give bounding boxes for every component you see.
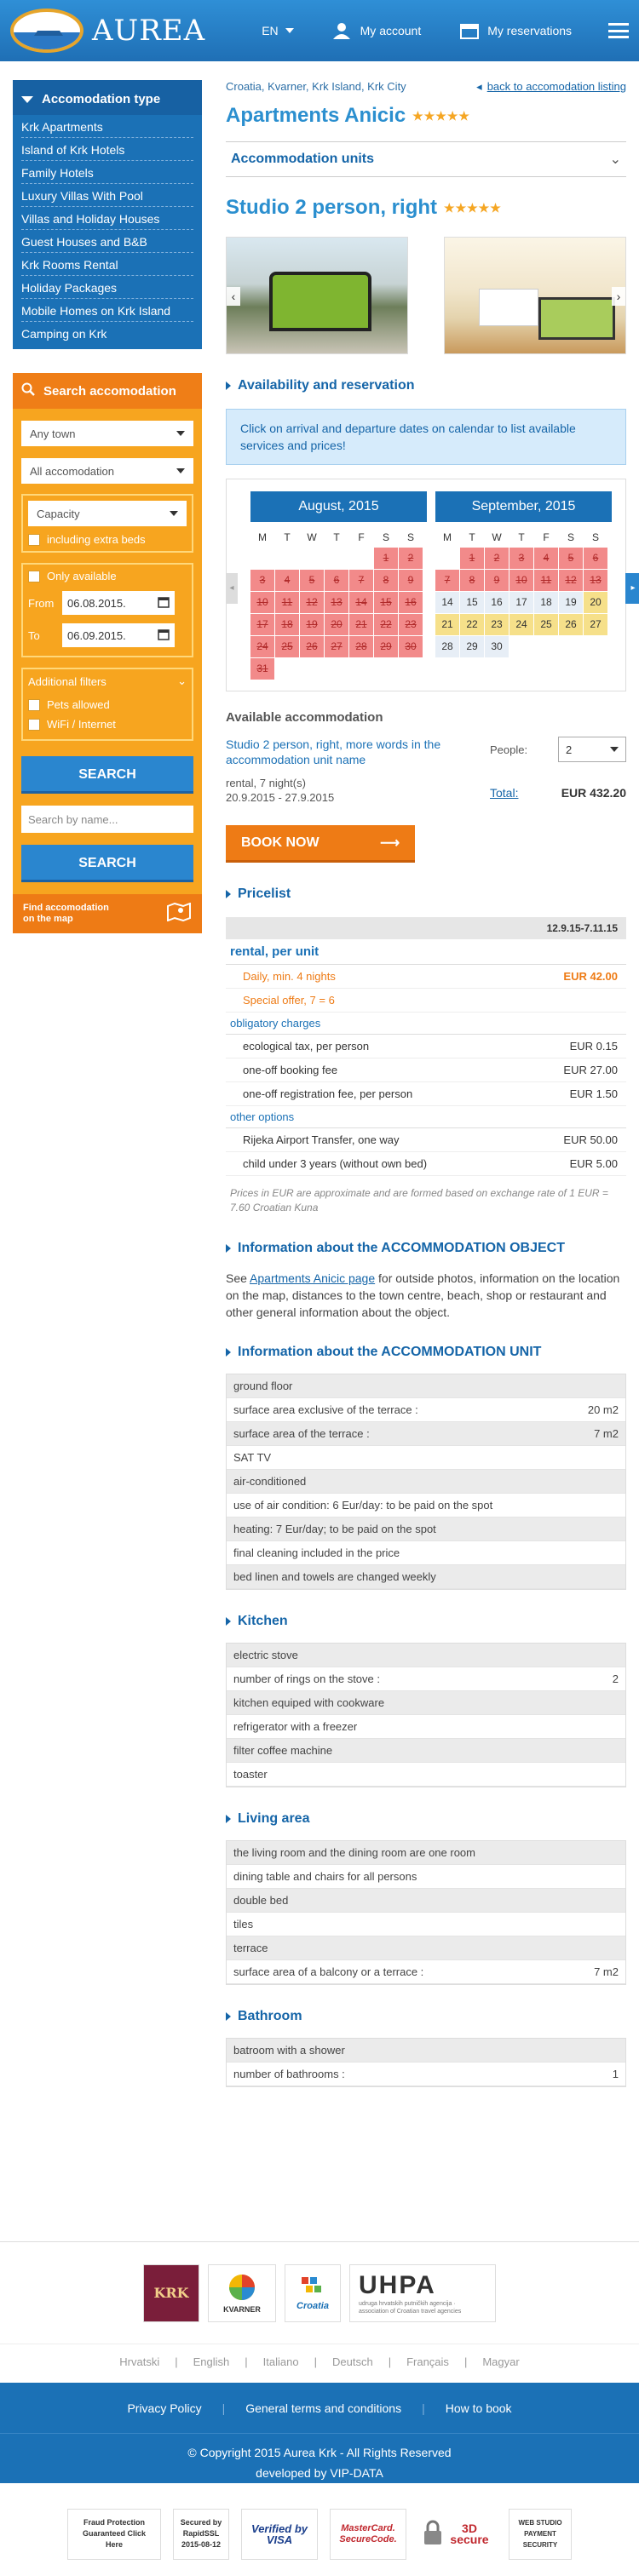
map-icon xyxy=(166,903,192,925)
bathroom-table xyxy=(226,2038,626,2087)
feature-label: toaster xyxy=(233,1768,268,1781)
pricelist-table xyxy=(226,917,626,1225)
table-row xyxy=(227,1565,625,1589)
chevron-down-icon: ⌄ xyxy=(177,674,187,687)
pricelist-period: 12.9.15-7.11.15 xyxy=(226,917,626,939)
feature-label: the living room and the dining room are one room xyxy=(233,1846,475,1859)
calendar-day[interactable]: 29 xyxy=(374,636,398,657)
object-info-heading[interactable]: Information about the ACCOMMODATION OBJECT xyxy=(226,1241,626,1256)
chevron-down-icon xyxy=(285,28,294,33)
calendar-empty xyxy=(534,636,558,657)
lang-italiano[interactable]: Italiano xyxy=(262,2355,299,2368)
calendar-day[interactable]: 11 xyxy=(534,570,558,591)
calendar-day[interactable]: 23 xyxy=(399,614,423,635)
table-row xyxy=(227,1715,625,1739)
chevron-down-icon: ⌄ xyxy=(609,152,621,167)
chevron-down-icon xyxy=(176,468,185,473)
capacity-select[interactable]: Capacity xyxy=(28,501,187,526)
calendar-day[interactable]: 10 xyxy=(509,570,533,591)
calendar-day[interactable]: 9 xyxy=(399,570,423,591)
object-info-text: See Apartments Anicic page for outside photos, information on the location on the map, distances to the town centre, beach, shop or restaurant and other general information about the object. xyxy=(226,1271,620,1319)
calendar-day[interactable]: 27 xyxy=(584,614,607,635)
calendar-day[interactable]: 3 xyxy=(509,548,533,569)
lock-icon xyxy=(423,2520,442,2549)
accommodation-units-dropdown[interactable]: Accommodation units ⌄ xyxy=(226,141,626,177)
calendar-month-aug: August, 2015 xyxy=(250,491,427,522)
capacity-box xyxy=(21,494,193,553)
pricelist-transfer-row: Rijeka Airport Transfer, one way EUR 50.00 xyxy=(226,1128,626,1152)
calendar-empty xyxy=(374,658,398,680)
terms-link[interactable]: General terms and conditions xyxy=(245,2401,402,2415)
calendar-day[interactable]: 17 xyxy=(250,614,274,635)
pricelist-booking-row: one-off booking fee EUR 27.00 xyxy=(226,1059,626,1082)
sidebar-item-holiday-packages[interactable]: Holiday Packages xyxy=(21,276,193,299)
calendar-info: Click on arrival and departure dates on calendar to list available services and prices! xyxy=(226,409,626,465)
search-icon xyxy=(21,382,35,399)
feature-value: 7 m2 xyxy=(594,1427,619,1440)
calendar-empty xyxy=(349,548,373,569)
calendar-day[interactable]: 27 xyxy=(325,636,348,657)
security-badges xyxy=(0,2492,639,2576)
other-options-heading: other options xyxy=(226,1106,626,1128)
chevron-left-icon[interactable]: ‹ xyxy=(227,287,240,306)
feature-label: surface area of a balcony or a terrace : xyxy=(233,1965,424,1978)
search-panel-title: Search accomodation xyxy=(13,373,202,409)
calendar-day[interactable]: 25 xyxy=(275,636,299,657)
my-account-link[interactable] xyxy=(333,22,422,39)
living-area-heading[interactable]: Living area xyxy=(226,1811,626,1827)
calendar-day[interactable]: 15 xyxy=(374,592,398,613)
chevron-down-icon xyxy=(176,431,185,436)
weekday-label: W xyxy=(492,531,502,543)
feature-label: terrace xyxy=(233,1942,268,1954)
site-header xyxy=(0,0,639,61)
calendar-day[interactable]: 2 xyxy=(399,548,423,569)
krk-logo[interactable]: KRK xyxy=(143,2264,199,2322)
calendar-day[interactable]: 20 xyxy=(325,614,348,635)
calendar-empty xyxy=(509,636,533,657)
copyright: © Copyright 2015 Aurea Krk - All Rights Reserved xyxy=(187,2446,452,2459)
privacy-policy-link[interactable]: Privacy Policy xyxy=(127,2401,202,2415)
feature-label: bed linen and towels are changed weekly xyxy=(233,1570,436,1583)
feature-label: tiles xyxy=(233,1918,254,1931)
calendar-day[interactable]: 26 xyxy=(559,614,583,635)
footer: Privacy Policy | General terms and conditions | How to book © Copyright 2015 Aurea Krk - All Rights Reserved developed by VIP-DATA xyxy=(0,2383,639,2483)
calendar-day[interactable]: 8 xyxy=(460,570,484,591)
total-label[interactable]: Total: xyxy=(490,786,519,800)
lang-english[interactable]: English xyxy=(193,2355,230,2368)
feature-value: 2 xyxy=(612,1672,619,1685)
calendar-day[interactable]: 1 xyxy=(374,548,398,569)
calendar-day[interactable]: 5 xyxy=(559,548,583,569)
sidebar-item-camping[interactable]: Camping on Krk xyxy=(21,327,107,341)
mastercard-securecode-badge[interactable]: MasterCard. SecureCode. xyxy=(330,2509,406,2560)
unit-photo-2[interactable] xyxy=(444,237,626,354)
feature-label: air-conditioned xyxy=(233,1475,307,1488)
lang-magyar[interactable]: Magyar xyxy=(482,2355,520,2368)
table-row xyxy=(227,1374,625,1398)
calendar-next-icon[interactable]: ▸ xyxy=(625,573,639,604)
logo[interactable] xyxy=(10,9,205,53)
weekday-label: S xyxy=(382,531,389,543)
my-reservations-label: My reservations xyxy=(487,24,573,37)
lang-francais[interactable]: Français xyxy=(406,2355,449,2368)
feature-label: use of air condition: 6 Eur/day: to be paid on the spot xyxy=(233,1499,493,1512)
obligatory-charges-heading: obligatory charges xyxy=(226,1013,626,1035)
calendar-empty xyxy=(399,658,423,680)
calendar-empty xyxy=(300,548,324,569)
arrow-right-icon: ⟶ xyxy=(380,835,400,851)
chevron-down-icon xyxy=(170,511,178,516)
map-button-line1: Find accomodation xyxy=(23,903,109,913)
pricelist-child-row: child under 3 years (without own bed) EUR 5.00 xyxy=(226,1152,626,1176)
feature-label: dining table and chairs for all persons xyxy=(233,1870,417,1883)
dates-box xyxy=(21,563,193,657)
arrow-right-icon xyxy=(226,1815,231,1823)
calendar-day[interactable]: 4 xyxy=(275,570,299,591)
pricelist-note: Prices in EUR are approximate and are formed based on exchange rate of 1 EUR = 7.60 Croatian Kuna xyxy=(230,1187,608,1213)
calendar-day[interactable]: 18 xyxy=(534,592,558,613)
table-row xyxy=(227,1494,625,1517)
table-row xyxy=(227,1644,625,1667)
calendar-empty xyxy=(349,658,373,680)
calendar-day[interactable]: 5 xyxy=(300,570,324,591)
rental-nights: rental, 7 night(s) xyxy=(226,777,306,789)
developer-credit[interactable]: developed by VIP-DATA xyxy=(256,2466,383,2480)
calendar-empty xyxy=(325,658,348,680)
calendar-day[interactable]: 7 xyxy=(349,570,373,591)
arrow-right-icon xyxy=(226,1244,231,1253)
language-select[interactable] xyxy=(262,24,293,37)
feature-label: ground floor xyxy=(233,1380,293,1392)
back-to-listing-link[interactable]: ◂ back to accomodation listing xyxy=(476,80,626,93)
calendar-day[interactable]: 13 xyxy=(325,592,348,613)
feature-value: 20 m2 xyxy=(587,1403,619,1416)
feature-label: surface area of the terrace : xyxy=(233,1427,370,1440)
language-links: Hrvatski | English | Italiano | Deutsch | Français | Magyar xyxy=(0,2344,639,2379)
calendar-day[interactable]: 9 xyxy=(485,570,509,591)
calendar-grid-aug xyxy=(250,527,427,680)
how-to-book-link[interactable]: How to book xyxy=(445,2401,512,2415)
croatia-logo[interactable]: Croatia xyxy=(285,2264,341,2322)
weekday-label: S xyxy=(591,531,599,543)
star-rating: ★★★★★ xyxy=(412,108,470,123)
chevron-right-icon[interactable]: › xyxy=(612,287,625,306)
sidebar xyxy=(13,80,202,2087)
calendar-day[interactable]: 16 xyxy=(485,592,509,613)
3d-secure-badge[interactable]: 3D secure xyxy=(418,2509,497,2560)
table-row xyxy=(227,1446,625,1470)
people-select[interactable]: 2 xyxy=(558,737,626,762)
weekday-label: S xyxy=(406,531,414,543)
table-row xyxy=(227,1517,625,1541)
calendar-day[interactable]: 11 xyxy=(275,592,299,613)
accommodation-type-title[interactable]: Accomodation type xyxy=(13,80,202,115)
calendar-day[interactable]: 23 xyxy=(485,614,509,635)
calendar-day[interactable]: 12 xyxy=(300,592,324,613)
additional-filters-toggle[interactable]: Additional filters ⌄ xyxy=(28,674,187,688)
calendar-day[interactable]: 8 xyxy=(374,570,398,591)
calendar-empty xyxy=(584,636,607,657)
pricelist-special-row: Special offer, 7 = 6 xyxy=(226,989,626,1013)
uhpa-logo[interactable]: UHPA udruga hrvatskih putničkih agencija · association of Croatian travel agencies xyxy=(349,2264,496,2322)
table-row xyxy=(227,1422,625,1446)
kitchen-table xyxy=(226,1643,626,1787)
table-row xyxy=(227,1691,625,1715)
calendar-grid-sep xyxy=(435,527,612,658)
calendar-day[interactable]: 22 xyxy=(460,614,484,635)
fraud-protection-badge[interactable]: Fraud Protection Guaranteed Click Here xyxy=(67,2509,161,2560)
extra-beds-checkbox[interactable]: including extra beds xyxy=(28,533,187,546)
weekday-label: S xyxy=(567,531,574,543)
calendar-day[interactable]: 20 xyxy=(584,592,607,613)
weekday-label: T xyxy=(469,531,475,543)
calendar-day[interactable]: 19 xyxy=(300,614,324,635)
search-panel xyxy=(13,373,202,894)
calendar-day[interactable]: 19 xyxy=(559,592,583,613)
feature-label: batroom with a shower xyxy=(233,2044,345,2057)
feature-label: number of bathrooms : xyxy=(233,2068,345,2080)
pricelist-eco-row: ecological tax, per person EUR 0.15 xyxy=(226,1035,626,1059)
weekday-label: F xyxy=(358,531,365,543)
weekday-label: T xyxy=(518,531,525,543)
town-select[interactable]: Any town xyxy=(21,421,193,446)
feature-label: number of rings on the stove : xyxy=(233,1672,380,1685)
table-row xyxy=(227,1936,625,1960)
calendar-day[interactable]: 15 xyxy=(460,592,484,613)
feature-label: SAT TV xyxy=(233,1451,272,1464)
feature-label: refrigerator with a freezer xyxy=(233,1720,358,1733)
sidebar-item-krk-hotels[interactable]: Island of Krk Hotels xyxy=(21,138,193,161)
book-now-button[interactable]: BOOK NOW ⟶ xyxy=(226,825,415,863)
calendar-empty xyxy=(300,658,324,680)
logo-emblem xyxy=(10,9,83,53)
menu-icon[interactable] xyxy=(608,23,629,38)
calendar-icon xyxy=(460,22,479,39)
feature-label: double bed xyxy=(233,1894,289,1907)
weekday-label: T xyxy=(333,531,340,543)
page-title: Apartments Anicic ★★★★★ xyxy=(226,104,470,127)
object-page-link[interactable]: Apartments Anicic page xyxy=(250,1271,376,1285)
calendar-day[interactable]: 10 xyxy=(250,592,274,613)
feature-label: final cleaning included in the price xyxy=(233,1546,400,1559)
logo-text: AUREA xyxy=(92,14,206,48)
sidebar-item-family-hotels[interactable]: Family Hotels xyxy=(21,161,193,184)
table-row xyxy=(227,1667,625,1691)
table-row xyxy=(227,1541,625,1565)
verified-by-visa-badge[interactable]: Verified by VISA xyxy=(241,2509,318,2560)
people-label: People: xyxy=(490,743,528,756)
only-available-checkbox[interactable]: Only available xyxy=(28,570,187,582)
calendar-month-sep: September, 2015 xyxy=(435,491,612,522)
unit-info-heading[interactable]: Information about the ACCOMMODATION UNIT xyxy=(226,1345,626,1360)
calendar-day[interactable]: 30 xyxy=(399,636,423,657)
to-label: To xyxy=(28,628,40,642)
calendar-day[interactable]: 28 xyxy=(349,636,373,657)
calendar-empty xyxy=(250,548,274,569)
feature-value: 1 xyxy=(612,2068,619,2080)
calendar-day[interactable]: 3 xyxy=(250,570,274,591)
sidebar-item-villas-houses[interactable]: Villas and Holiday Houses xyxy=(21,207,193,230)
calendar-day[interactable]: 13 xyxy=(584,570,607,591)
chevron-down-icon xyxy=(610,747,619,752)
table-row xyxy=(227,1960,625,1984)
table-row xyxy=(227,2039,625,2063)
map-button[interactable] xyxy=(13,894,202,933)
name-search-input[interactable]: Search by name... xyxy=(21,806,193,833)
pricelist-heading[interactable]: Pricelist xyxy=(226,886,626,902)
accomodation-select[interactable]: All accomodation xyxy=(21,458,193,484)
kitchen-heading[interactable]: Kitchen xyxy=(226,1614,626,1629)
arrow-right-icon xyxy=(226,382,231,390)
availability-heading[interactable]: Availability and reservation xyxy=(226,378,626,393)
lang-hrvatski[interactable]: Hrvatski xyxy=(119,2355,160,2368)
weekday-label: W xyxy=(307,531,317,543)
calendar-empty xyxy=(275,548,299,569)
feature-label: heating: 7 Eur/day; to be paid on the spot xyxy=(233,1523,436,1535)
language-value: EN xyxy=(262,24,279,37)
calendar-day[interactable]: 24 xyxy=(250,636,274,657)
calendar-day[interactable]: 16 xyxy=(399,592,423,613)
main-content xyxy=(226,80,636,2087)
search-by-name-button[interactable]: SEARCH xyxy=(21,845,193,882)
calendar-icon xyxy=(158,628,170,643)
weekday-label: M xyxy=(258,531,267,543)
from-label: From xyxy=(28,596,55,610)
feature-label: kitchen equiped with cookware xyxy=(233,1696,385,1709)
calendar-day[interactable]: 14 xyxy=(349,592,373,613)
calendar-day[interactable]: 24 xyxy=(509,614,533,635)
calendar-day[interactable]: 12 xyxy=(559,570,583,591)
table-row xyxy=(227,2063,625,2086)
calendar-day[interactable]: 21 xyxy=(435,614,459,635)
wifi-checkbox[interactable]: WiFi / Internet xyxy=(28,718,187,731)
calendar-day[interactable]: 14 xyxy=(435,592,459,613)
calendar-day[interactable]: 29 xyxy=(460,636,484,657)
arrow-right-icon xyxy=(226,890,231,898)
table-row xyxy=(227,1841,625,1865)
calendar-day[interactable]: 2 xyxy=(485,548,509,569)
unit-info-table xyxy=(226,1374,626,1590)
calendar-day[interactable]: 26 xyxy=(300,636,324,657)
partner-logos xyxy=(0,2241,639,2344)
sidebar-item-krk-apartments[interactable]: Krk Apartments xyxy=(21,115,193,138)
feature-label: surface area exclusive of the terrace : xyxy=(233,1403,418,1416)
weekday-label: T xyxy=(284,531,291,543)
my-reservations-link[interactable] xyxy=(460,22,572,39)
table-row xyxy=(227,1865,625,1889)
feature-value: 7 m2 xyxy=(594,1965,619,1978)
calendar-day[interactable]: 30 xyxy=(485,636,509,657)
calendar-day[interactable]: 21 xyxy=(349,614,373,635)
arrow-left-icon: ◂ xyxy=(476,80,482,93)
calendar-day[interactable]: 17 xyxy=(509,592,533,613)
webstudio-badge[interactable]: WEB STUDIO PAYMENT SECURITY xyxy=(509,2509,572,2560)
calendar-day[interactable]: 6 xyxy=(584,548,607,569)
photo-gallery xyxy=(226,237,626,354)
feature-label: filter coffee machine xyxy=(233,1744,333,1757)
sidebar-item-guest-houses[interactable]: Guest Houses and B&B xyxy=(21,230,193,253)
calendar-icon xyxy=(158,596,170,611)
pets-checkbox[interactable]: Pets allowed xyxy=(28,698,187,711)
available-accommodation-heading: Available accommodation xyxy=(226,710,383,725)
calendar-day[interactable]: 22 xyxy=(374,614,398,635)
living-area-table xyxy=(226,1840,626,1985)
calendar-day[interactable]: 18 xyxy=(275,614,299,635)
table-row xyxy=(227,1398,625,1422)
table-row xyxy=(227,1763,625,1787)
available-unit-name[interactable]: Studio 2 person, right, more words in the accommodation unit name xyxy=(226,737,441,766)
table-row xyxy=(227,1470,625,1494)
calendar-day[interactable]: 28 xyxy=(435,636,459,657)
sidebar-item-luxury-villas[interactable]: Luxury Villas With Pool xyxy=(21,184,193,207)
unit-photo-1[interactable] xyxy=(226,237,408,354)
to-date-input[interactable]: 06.09.2015. xyxy=(62,623,175,647)
table-row xyxy=(227,1889,625,1913)
calendar-day[interactable]: 31 xyxy=(250,658,274,680)
search-button[interactable]: SEARCH xyxy=(21,756,193,794)
feature-label: electric stove xyxy=(233,1649,298,1661)
calendar-day[interactable]: 7 xyxy=(435,570,459,591)
availability-calendar xyxy=(226,479,636,691)
unit-star-rating: ★★★★★ xyxy=(444,200,502,215)
additional-filters-box xyxy=(21,668,193,741)
pricelist-registration-row: one-off registration fee, per person EUR 1.50 xyxy=(226,1082,626,1106)
sidebar-item-rooms-rental[interactable]: Krk Rooms Rental xyxy=(21,253,193,276)
kvarner-logo[interactable]: KVARNER xyxy=(208,2264,276,2322)
my-account-label: My account xyxy=(360,24,422,37)
weekday-label: M xyxy=(443,531,452,543)
rental-dates: 20.9.2015 - 27.9.2015 xyxy=(226,791,335,804)
arrow-right-icon xyxy=(226,2012,231,2021)
breadcrumb[interactable]: Croatia, Kvarner, Krk Island, Krk City xyxy=(226,80,406,93)
total-value: EUR 432.20 xyxy=(561,786,626,800)
table-row xyxy=(227,1913,625,1936)
user-icon xyxy=(333,22,352,39)
from-date-input[interactable]: 06.08.2015. xyxy=(62,591,175,615)
pricelist-daily-row: Daily, min. 4 nights EUR 42.00 xyxy=(226,965,626,989)
calendar-day[interactable]: 4 xyxy=(534,548,558,569)
available-accommodation xyxy=(226,737,626,805)
arrow-right-icon xyxy=(226,1348,231,1357)
weekday-label: F xyxy=(543,531,550,543)
bathroom-heading[interactable]: Bathroom xyxy=(226,2009,626,2024)
unit-title: Studio 2 person, right ★★★★★ xyxy=(226,196,502,219)
pricelist-rental-heading: rental, per unit xyxy=(226,939,626,965)
calendar-empty xyxy=(559,636,583,657)
calendar-day[interactable]: 1 xyxy=(460,548,484,569)
table-row xyxy=(227,1739,625,1763)
arrow-right-icon xyxy=(226,1617,231,1626)
sidebar-item-mobile-homes[interactable]: Mobile Homes on Krk Island xyxy=(21,299,193,322)
calendar-empty xyxy=(435,548,459,569)
accommodation-type-panel xyxy=(13,80,202,349)
map-button-line2: on the map xyxy=(23,914,73,924)
triangle-down-icon xyxy=(21,96,33,103)
calendar-empty xyxy=(275,658,299,680)
calendar-day[interactable]: 25 xyxy=(534,614,558,635)
lang-deutsch[interactable]: Deutsch xyxy=(331,2355,373,2368)
calendar-prev-icon[interactable]: ◂ xyxy=(226,573,238,604)
calendar-empty xyxy=(325,548,348,569)
rapidssl-badge[interactable]: Secured by RapidSSL 2015-08-12 xyxy=(173,2509,229,2560)
calendar-day[interactable]: 6 xyxy=(325,570,348,591)
